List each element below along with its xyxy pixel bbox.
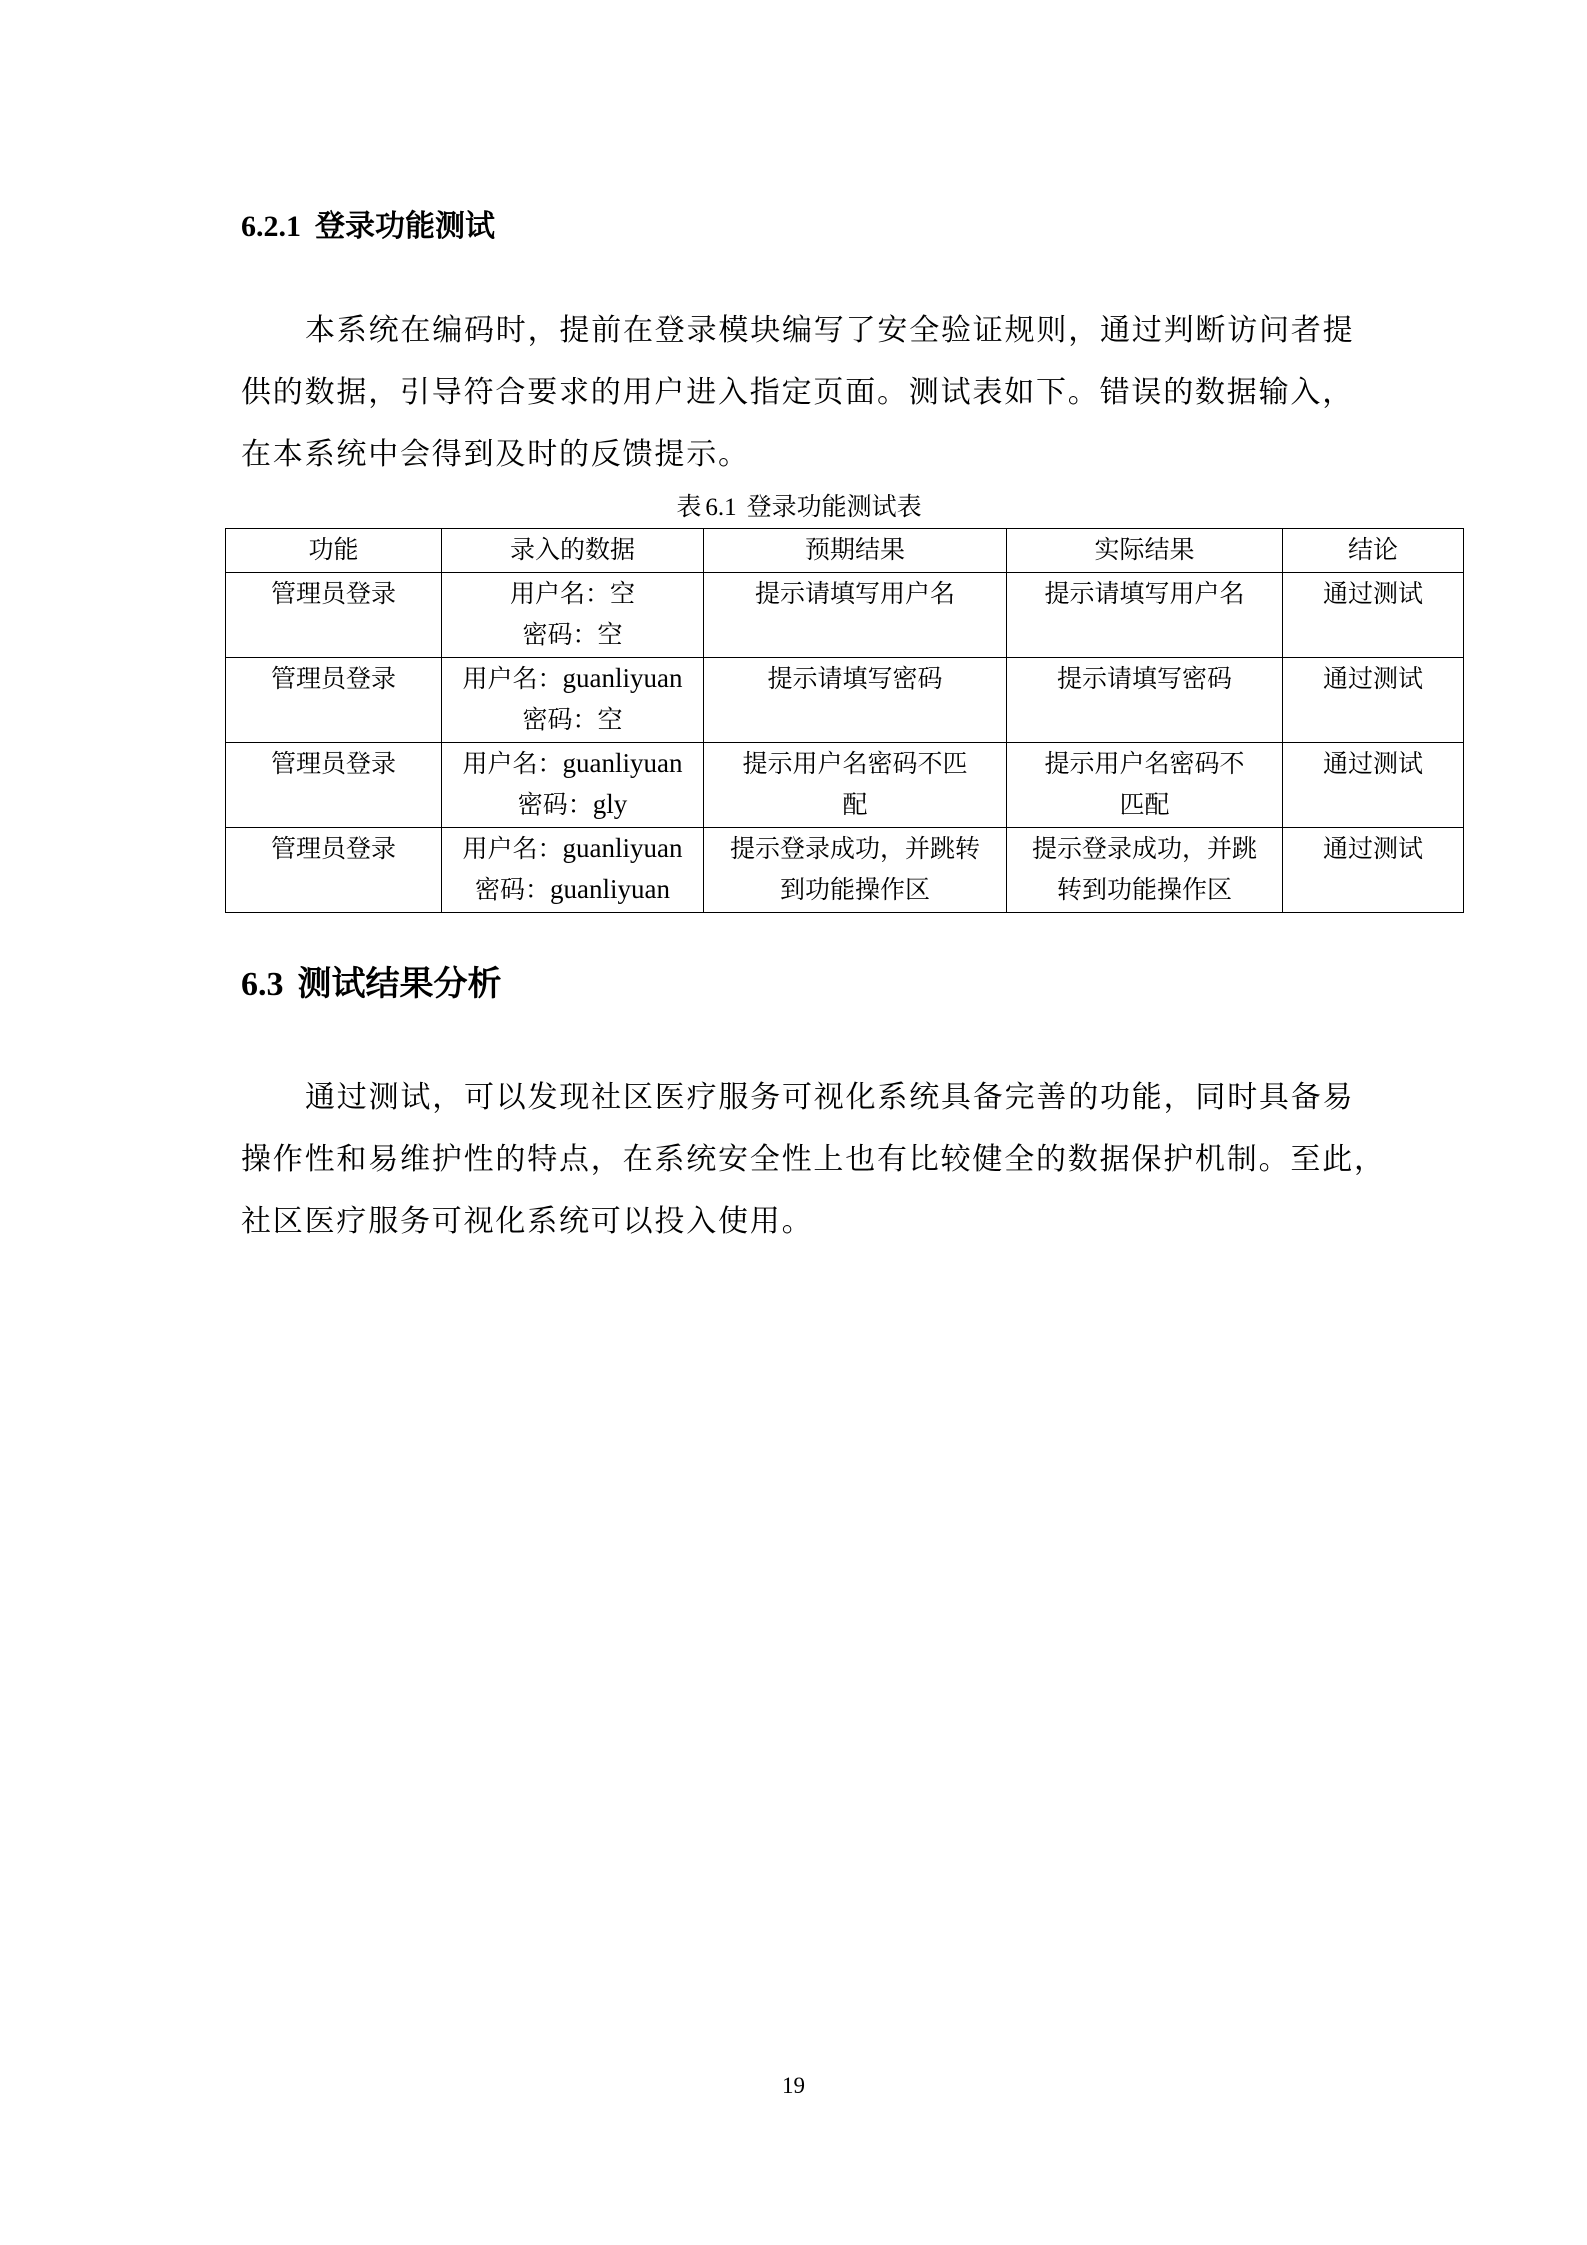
cell-function: 管理员登录: [226, 658, 442, 743]
table-caption: [241, 490, 1357, 525]
cell-line: 提示请填写密码: [1056, 664, 1232, 693]
username-value: guanliyuan: [562, 748, 683, 778]
paragraph-line: 通过测试，可以发现社区医疗服务可视化系统具备完善的功能，同时具备易: [305, 1080, 1355, 1115]
section-heading-6-2-1: [241, 207, 495, 247]
username-value: guanliyuan: [562, 833, 683, 863]
password-value: 空: [597, 705, 623, 734]
column-header-actual-result: 实际结果: [1007, 529, 1283, 573]
caption-prefix: 表: [676, 492, 702, 521]
paragraph-line: 操作性和易维护性的特点，在系统安全性上也有比较健全的数据保护机制。至此，: [241, 1142, 1386, 1177]
username-line: [446, 828, 699, 869]
paragraph-line: 本系统在编码时，提前在登录模块编写了安全验证规则，通过判断访问者提: [305, 313, 1355, 348]
username-value: 空: [610, 579, 636, 608]
username-line: [446, 573, 699, 614]
login-test-table: [225, 528, 1464, 913]
cell-line: 匹配: [1119, 790, 1170, 819]
cell-actual-result: [1007, 828, 1283, 913]
password-value: 空: [597, 620, 623, 649]
cell-expected-result: [704, 743, 1007, 828]
password-line: [446, 699, 699, 740]
password-label: 密码：: [522, 705, 598, 734]
cell-line: 转到功能操作区: [1056, 875, 1232, 904]
password-value: guanliyuan: [550, 874, 670, 904]
cell-function: 管理员登录: [226, 743, 442, 828]
cell-input-data: [442, 828, 704, 913]
cell-conclusion: 通过测试: [1283, 743, 1464, 828]
cell-line: 提示请填写用户名: [1044, 579, 1245, 608]
password-line: [446, 869, 699, 910]
caption-title: 登录功能测试表: [746, 492, 922, 521]
username-label: 用户名：: [462, 749, 563, 778]
cell-actual-result: [1007, 743, 1283, 828]
cell-line: 配: [842, 790, 868, 819]
username-label: 用户名：: [462, 664, 563, 693]
paragraph-line: 社区医疗服务可视化系统可以投入使用。: [241, 1204, 814, 1239]
password-label: 密码：: [475, 875, 551, 904]
section-title: 登录功能测试: [315, 210, 495, 243]
cell-line: 提示登录成功，并跳转: [729, 834, 980, 863]
cell-line: 提示请填写用户名: [754, 579, 955, 608]
table-row: [226, 658, 1464, 743]
column-header-function: 功能: [226, 529, 442, 573]
cell-line: 提示用户名密码不: [1044, 749, 1245, 778]
password-label: 密码：: [522, 620, 598, 649]
paragraph-line: 在本系统中会得到及时的反馈提示。: [241, 437, 750, 472]
table-row: [226, 743, 1464, 828]
column-header-conclusion: 结论: [1283, 529, 1464, 573]
cell-line: 到功能操作区: [779, 875, 930, 904]
table-row: [226, 573, 1464, 658]
column-header-expected-result: 预期结果: [704, 529, 1007, 573]
section-number: 6.3: [241, 966, 284, 1003]
cell-line: 提示用户名密码不匹: [742, 749, 968, 778]
cell-conclusion: 通过测试: [1283, 573, 1464, 658]
cell-expected-result: [704, 828, 1007, 913]
paragraph-test-analysis: [241, 1067, 1386, 1253]
column-header-input-data: 录入的数据: [442, 529, 704, 573]
username-value: guanliyuan: [562, 663, 683, 693]
password-value: gly: [592, 789, 628, 819]
cell-line: 提示登录成功，并跳: [1031, 834, 1257, 863]
username-line: [446, 658, 699, 699]
section-title: 测试结果分析: [297, 966, 502, 1003]
page-number: 19: [782, 2073, 805, 2098]
cell-input-data: [442, 658, 704, 743]
paragraph-line: 供的数据，引导符合要求的用户进入指定页面。测试表如下。错误的数据输入，: [241, 375, 1354, 410]
table-header-row: [226, 529, 1464, 573]
password-label: 密码：: [517, 790, 593, 819]
username-label: 用户名：: [509, 579, 610, 608]
cell-conclusion: 通过测试: [1283, 658, 1464, 743]
cell-actual-result: [1007, 573, 1283, 658]
cell-conclusion: 通过测试: [1283, 828, 1464, 913]
password-line: [446, 784, 699, 825]
section-heading-6-3: [241, 963, 502, 1007]
paragraph-login-intro: [241, 300, 1357, 486]
table-row: [226, 828, 1464, 913]
username-label: 用户名：: [462, 834, 563, 863]
username-line: [446, 743, 699, 784]
cell-expected-result: [704, 658, 1007, 743]
cell-actual-result: [1007, 658, 1283, 743]
cell-function: 管理员登录: [226, 573, 442, 658]
cell-line: 提示请填写密码: [767, 664, 943, 693]
password-line: [446, 614, 699, 655]
cell-expected-result: [704, 573, 1007, 658]
cell-input-data: [442, 743, 704, 828]
caption-number: 6.1: [705, 494, 737, 521]
section-number: 6.2.1: [241, 210, 301, 243]
cell-function: 管理员登录: [226, 828, 442, 913]
cell-input-data: [442, 573, 704, 658]
